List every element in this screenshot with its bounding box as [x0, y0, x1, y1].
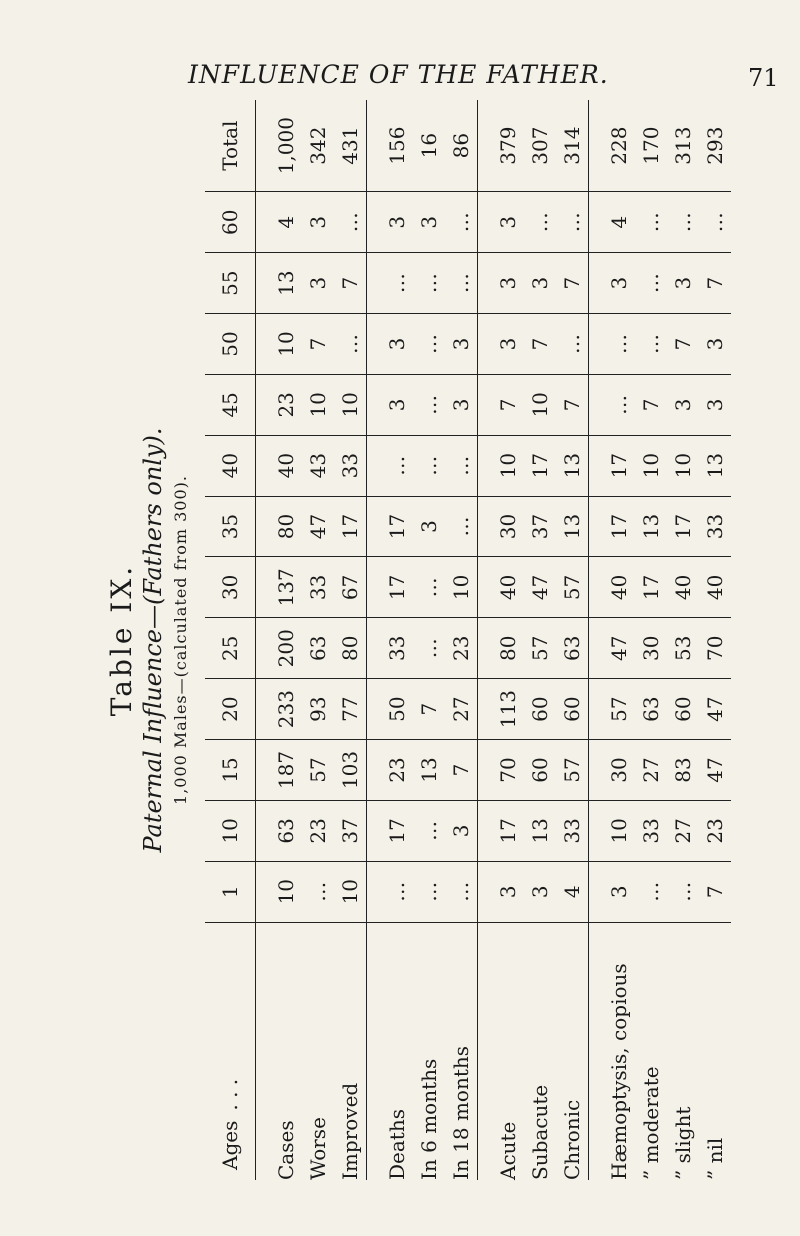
total-cell: 307	[524, 100, 556, 192]
group-separator	[367, 100, 382, 1180]
table-cell: 3	[302, 192, 334, 253]
table-cell: …	[302, 861, 334, 922]
table-cell: …	[556, 192, 589, 253]
table-row	[524, 100, 556, 1180]
table-cell: 17	[603, 435, 635, 496]
table-row	[381, 100, 413, 1180]
table-cell: 63	[556, 618, 589, 679]
table-cell: 33	[699, 496, 731, 557]
table-cell: 113	[492, 679, 524, 740]
table-note: 1,000 Males—(calculated from 300).	[171, 475, 190, 805]
table-cell: 3	[699, 314, 731, 375]
table-cell: 7	[556, 374, 589, 435]
table-row	[603, 100, 635, 1180]
table-cell: …	[413, 861, 445, 922]
ages-label: Ages	[218, 1120, 242, 1170]
age-column-header: 50	[205, 314, 256, 375]
age-column-header: 55	[205, 253, 256, 314]
group-separator	[478, 100, 493, 1180]
table-cell: …	[413, 253, 445, 314]
row-label: ” slight	[671, 1106, 695, 1180]
table-cell: 233	[270, 679, 302, 740]
table-cell: …	[524, 192, 556, 253]
table-cell: …	[413, 557, 445, 618]
table-cell: 60	[556, 679, 589, 740]
table-cell: 10	[635, 435, 667, 496]
table-subtitle: Paternal Influence—(Fathers only).	[139, 427, 167, 853]
table-cell: 3	[381, 374, 413, 435]
table-cell: 187	[270, 740, 302, 801]
page-header	[0, 60, 800, 100]
table-cell: 7	[445, 740, 478, 801]
table-cell: 47	[699, 740, 731, 801]
table-cell: …	[381, 861, 413, 922]
table-cell: 7	[667, 314, 699, 375]
age-column-header: 25	[205, 618, 256, 679]
table-cell: 3	[413, 496, 445, 557]
row-label: In 6 months	[417, 1058, 441, 1180]
row-label: In 18 months	[449, 1045, 473, 1180]
table-cell: 93	[302, 679, 334, 740]
table-cell: 7	[413, 679, 445, 740]
age-column-header: 45	[205, 374, 256, 435]
table-cell: 80	[334, 618, 367, 679]
running-title: INFLUENCE OF THE FATHER.	[188, 60, 609, 89]
table-cell: 80	[492, 618, 524, 679]
table-cell: 57	[302, 740, 334, 801]
age-column-header: 1	[205, 861, 256, 922]
table-cell: 137	[270, 557, 302, 618]
table-cell: 27	[635, 740, 667, 801]
table-cell: 13	[413, 740, 445, 801]
table-cell: …	[381, 253, 413, 314]
table-cell: …	[445, 435, 478, 496]
table-row	[270, 100, 302, 1180]
total-cell: 314	[556, 100, 589, 192]
table-cell: 10	[270, 314, 302, 375]
table-cell: 33	[302, 557, 334, 618]
table-cell: 17	[334, 496, 367, 557]
table-cell: …	[334, 192, 367, 253]
table-cell: 3	[445, 374, 478, 435]
table-cell: 33	[635, 800, 667, 861]
table-cell: 60	[667, 679, 699, 740]
table-cell: …	[445, 192, 478, 253]
table-cell: 3	[445, 800, 478, 861]
row-label: Improved	[338, 1082, 362, 1180]
group-gap	[256, 100, 271, 1180]
ages-header	[205, 922, 256, 1180]
table-caption: Table IX.	[105, 563, 138, 717]
header-row	[205, 100, 256, 1180]
table-cell: 4	[603, 192, 635, 253]
table-cell: 63	[270, 800, 302, 861]
table-row	[635, 100, 667, 1180]
table-cell: 4	[556, 861, 589, 922]
table-cell: 50	[381, 679, 413, 740]
table-cell: 10	[334, 374, 367, 435]
data-table	[205, 100, 731, 1180]
table-cell: 10	[445, 557, 478, 618]
table-cell: …	[667, 192, 699, 253]
table-cell: 3	[445, 314, 478, 375]
table-cell: 60	[524, 679, 556, 740]
table-cell: 83	[667, 740, 699, 801]
table-row	[699, 100, 731, 1180]
page-number: 71	[748, 64, 779, 92]
table-cell: …	[445, 253, 478, 314]
table-cell: 30	[603, 740, 635, 801]
table-cell: 47	[302, 496, 334, 557]
table-cell: 13	[699, 435, 731, 496]
table-cell: 70	[492, 740, 524, 801]
table-cell: 57	[524, 618, 556, 679]
table-cell: …	[413, 800, 445, 861]
table-cell: …	[556, 314, 589, 375]
row-label: ” moderate	[639, 1066, 663, 1180]
table-cell: 17	[524, 435, 556, 496]
table-cell: 40	[667, 557, 699, 618]
table-cell: 37	[334, 800, 367, 861]
table-cell: 47	[524, 557, 556, 618]
table-row	[334, 100, 367, 1180]
table-cell: 47	[699, 679, 731, 740]
table-row	[445, 100, 478, 1180]
table-cell: 10	[524, 374, 556, 435]
table-cell: 3	[699, 374, 731, 435]
row-label: Deaths	[385, 1109, 409, 1180]
table-cell: …	[699, 192, 731, 253]
row-label: Subacute	[528, 1084, 552, 1180]
table-row	[492, 100, 524, 1180]
age-column-header: 20	[205, 679, 256, 740]
table-cell: 10	[270, 861, 302, 922]
table-captions	[105, 100, 200, 1180]
table-cell: 3	[667, 374, 699, 435]
table-cell: …	[381, 435, 413, 496]
age-column-header: 10	[205, 800, 256, 861]
table-cell: 70	[699, 618, 731, 679]
table-cell: 13	[556, 435, 589, 496]
table-cell: …	[413, 314, 445, 375]
table-row	[667, 100, 699, 1180]
table-cell: 27	[667, 800, 699, 861]
row-label: Cases	[274, 1120, 298, 1180]
age-column-header: 40	[205, 435, 256, 496]
row-label: Chronic	[560, 1099, 584, 1180]
table-cell: 23	[381, 740, 413, 801]
table-cell: 33	[556, 800, 589, 861]
row-label: ” nil	[703, 1137, 727, 1180]
rotated-table-block	[105, 100, 727, 1180]
table-cell: 3	[492, 192, 524, 253]
table-cell: 3	[524, 861, 556, 922]
table-cell: 7	[302, 314, 334, 375]
table-cell: 77	[334, 679, 367, 740]
table-cell: 53	[667, 618, 699, 679]
table-cell: …	[635, 192, 667, 253]
age-column-header: 30	[205, 557, 256, 618]
table-cell: 60	[524, 740, 556, 801]
table-cell: 3	[492, 861, 524, 922]
dot-leader: . . .	[218, 1078, 242, 1111]
table-cell: 17	[667, 496, 699, 557]
table-cell: 10	[492, 435, 524, 496]
total-cell: 16	[413, 100, 445, 192]
table-cell: 63	[302, 618, 334, 679]
table-cell: 13	[556, 496, 589, 557]
table-cell: 27	[445, 679, 478, 740]
table-cell: 80	[270, 496, 302, 557]
total-cell: 1,000	[270, 100, 302, 192]
table-cell: 17	[381, 496, 413, 557]
age-column-header: 15	[205, 740, 256, 801]
table-cell: 13	[635, 496, 667, 557]
table-cell: 63	[635, 679, 667, 740]
table-cell: 13	[524, 800, 556, 861]
table-cell: 43	[302, 435, 334, 496]
table-cell: 47	[603, 618, 635, 679]
total-cell: 228	[603, 100, 635, 192]
table-cell: 23	[699, 800, 731, 861]
table-cell: …	[413, 618, 445, 679]
total-column-header: Total	[205, 100, 256, 192]
table-cell: …	[667, 861, 699, 922]
table-row	[556, 100, 589, 1180]
table-cell: 57	[603, 679, 635, 740]
table-cell: …	[413, 435, 445, 496]
table-cell: 7	[334, 253, 367, 314]
table-cell: 57	[556, 740, 589, 801]
row-label: Acute	[496, 1121, 520, 1180]
table-cell: 10	[603, 800, 635, 861]
table-cell: 17	[603, 496, 635, 557]
table-row	[413, 100, 445, 1180]
table-cell: 13	[270, 253, 302, 314]
table-cell: …	[635, 253, 667, 314]
table-cell: 103	[334, 740, 367, 801]
total-cell: 379	[492, 100, 524, 192]
table-cell: 10	[302, 374, 334, 435]
table-cell: 40	[699, 557, 731, 618]
table-cell: 67	[334, 557, 367, 618]
total-cell: 313	[667, 100, 699, 192]
table-cell: …	[445, 861, 478, 922]
total-cell: 156	[381, 100, 413, 192]
table-cell: 3	[413, 192, 445, 253]
table-cell: …	[603, 374, 635, 435]
table-cell: …	[603, 314, 635, 375]
table-cell: 4	[270, 192, 302, 253]
row-label: Worse	[306, 1117, 330, 1180]
table-cell: 17	[635, 557, 667, 618]
table-cell: 3	[603, 253, 635, 314]
table-cell: 3	[381, 314, 413, 375]
table-cell: 7	[699, 253, 731, 314]
row-label: Hæmoptysis, copious	[607, 963, 631, 1180]
table-cell: 17	[381, 800, 413, 861]
table-cell: …	[334, 314, 367, 375]
total-cell: 431	[334, 100, 367, 192]
age-column-header: 60	[205, 192, 256, 253]
table-cell: 200	[270, 618, 302, 679]
table-cell: 10	[667, 435, 699, 496]
table-cell: 23	[445, 618, 478, 679]
table-cell: 17	[492, 800, 524, 861]
table-cell: 7	[556, 253, 589, 314]
table-cell: 40	[270, 435, 302, 496]
table-cell: 3	[302, 253, 334, 314]
table-cell: 10	[334, 861, 367, 922]
table-cell: 7	[524, 314, 556, 375]
table-cell: 17	[381, 557, 413, 618]
total-cell: 86	[445, 100, 478, 192]
table-cell: 37	[524, 496, 556, 557]
table-cell: 57	[556, 557, 589, 618]
table-cell: 40	[603, 557, 635, 618]
table-cell: 33	[381, 618, 413, 679]
table-cell: 23	[270, 374, 302, 435]
table-cell: …	[413, 374, 445, 435]
total-cell: 342	[302, 100, 334, 192]
table-cell: 40	[492, 557, 524, 618]
table-cell: 3	[381, 192, 413, 253]
table-cell: …	[445, 496, 478, 557]
table-cell: …	[635, 314, 667, 375]
table-row	[302, 100, 334, 1180]
table-cell: …	[635, 861, 667, 922]
table-cell: 3	[524, 253, 556, 314]
total-cell: 293	[699, 100, 731, 192]
table-cell: 7	[635, 374, 667, 435]
table-cell: 30	[635, 618, 667, 679]
table-cell: 33	[334, 435, 367, 496]
table-cell: 23	[302, 800, 334, 861]
table-cell: 7	[492, 374, 524, 435]
table-cell: 3	[667, 253, 699, 314]
table-cell: 30	[492, 496, 524, 557]
table-cell: 3	[603, 861, 635, 922]
group-separator	[589, 100, 604, 1180]
total-cell: 170	[635, 100, 667, 192]
age-column-header: 35	[205, 496, 256, 557]
table-cell: 7	[699, 861, 731, 922]
table-cell: 3	[492, 314, 524, 375]
table-cell: 3	[492, 253, 524, 314]
